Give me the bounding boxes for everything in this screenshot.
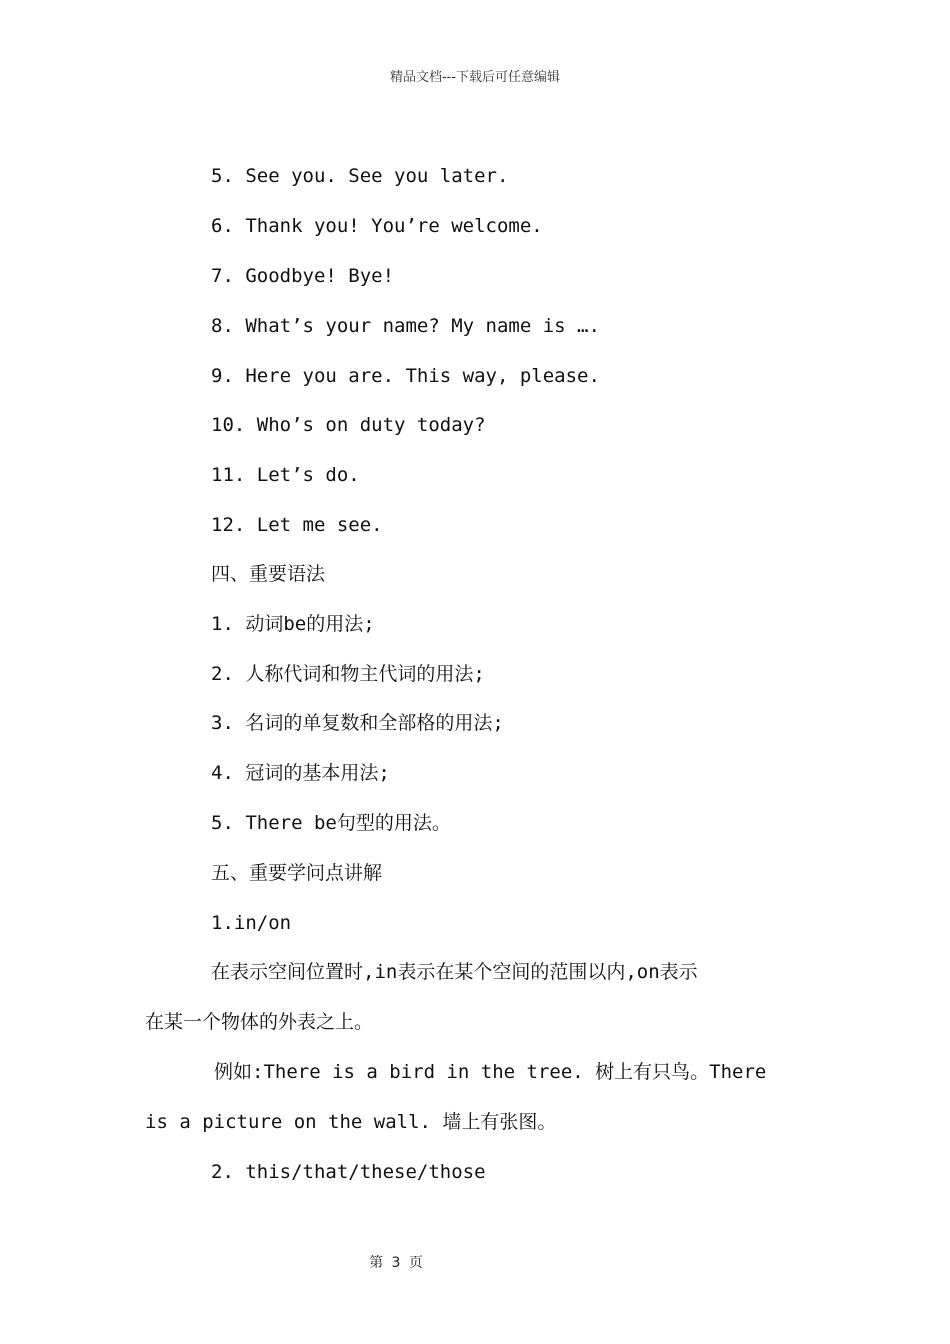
grammar-item: 4. 冠词的基本用法; — [211, 762, 390, 784]
paragraph-line: 在表示空间位置时,in表示在某个空间的范围以内,on表示 — [211, 961, 698, 983]
grammar-item: 5. There be句型的用法。 — [211, 812, 451, 834]
example-line: 例如:There is a bird in the tree. 树上有只鸟。There — [214, 1061, 767, 1083]
section-heading: 五、重要学问点讲解 — [211, 862, 383, 884]
phrase-line: 6. Thank you! You’re welcome. — [211, 215, 543, 237]
paragraph-line: 在某一个物体的外表之上。 — [145, 1011, 374, 1033]
phrase-line: 8. What’s your name? My name is …. — [211, 315, 600, 337]
phrase-line: 12. Let me see. — [211, 514, 383, 536]
grammar-item: 3. 名词的单复数和全部格的用法; — [211, 712, 504, 734]
subheading: 1.in/on — [211, 912, 292, 934]
page-number: 第 3 页 — [369, 1255, 425, 1271]
example-line: is a picture on the wall. 墙上有张图。 — [145, 1111, 557, 1133]
page-header: 精品文档---下载后可任意编辑 — [389, 70, 561, 85]
phrase-line: 10. Who’s on duty today? — [211, 414, 486, 436]
section-heading: 四、重要语法 — [211, 563, 326, 585]
phrase-line: 9. Here you are. This way, please. — [211, 365, 600, 387]
grammar-item: 2. 人称代词和物主代词的用法; — [211, 663, 485, 685]
phrase-line: 11. Let’s do. — [211, 464, 360, 486]
phrase-line: 7. Goodbye! Bye! — [211, 265, 395, 287]
grammar-item: 1. 动词be的用法; — [211, 613, 375, 635]
phrase-line: 5. See you. See you later. — [211, 165, 509, 187]
subheading: 2. this/that/these/those — [211, 1161, 486, 1183]
